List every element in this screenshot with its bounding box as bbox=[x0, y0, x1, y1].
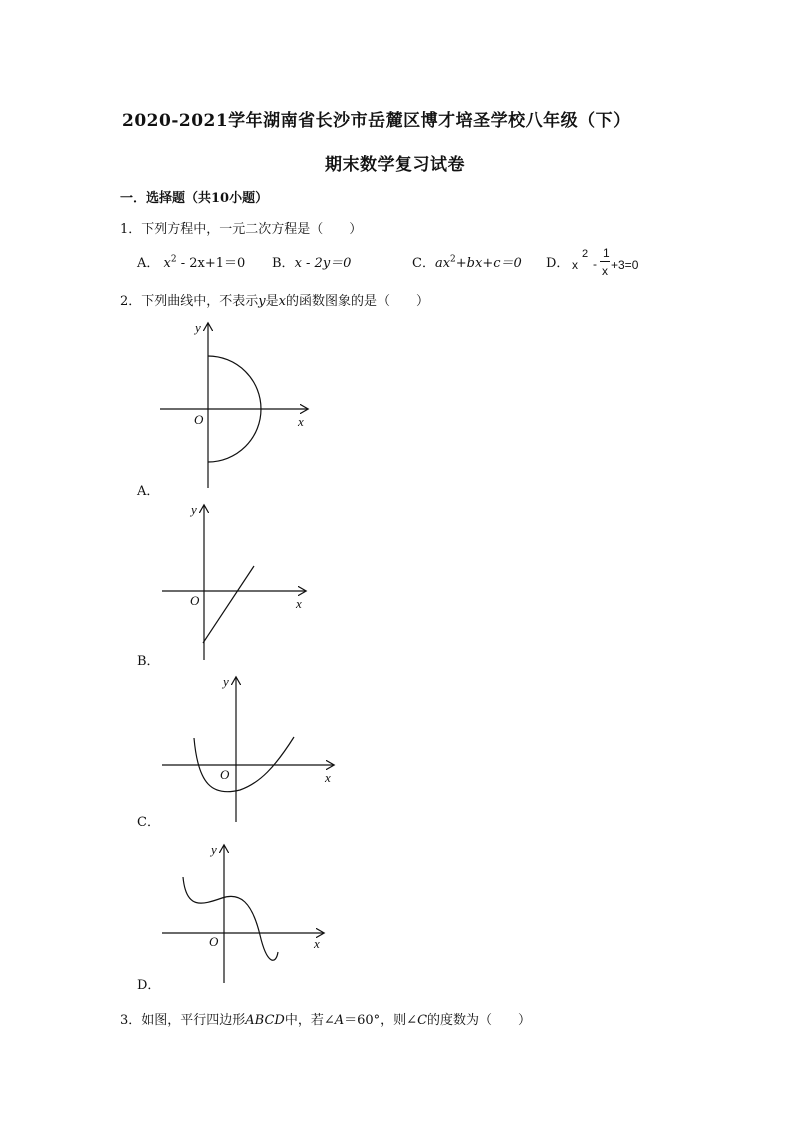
q1-option-a-sup: 2 bbox=[170, 254, 177, 265]
q2-var-y: y bbox=[258, 294, 266, 309]
graph-a-option-label: A． bbox=[137, 484, 160, 499]
q2-stem-mid: 是 bbox=[265, 294, 279, 309]
graph-c-y-label: y bbox=[223, 674, 229, 689]
q1-option-c-sup: 2 bbox=[450, 254, 456, 265]
graph-c bbox=[150, 672, 340, 827]
q2-var-x: x bbox=[278, 294, 286, 309]
graph-d-curve bbox=[183, 877, 278, 960]
graph-a bbox=[150, 318, 320, 493]
q1-option-a bbox=[137, 252, 245, 271]
q1-option-b-label: B． bbox=[272, 256, 295, 271]
exam-title-line1: 2020-2021学年湖南省长沙市岳麓区博才培圣学校八年级（下） bbox=[122, 111, 631, 131]
graph-b-x-label: x bbox=[296, 596, 302, 611]
q1-option-d-denominator: x bbox=[602, 264, 608, 278]
graph-b bbox=[150, 500, 320, 665]
q1-option-d-expr bbox=[571, 246, 661, 280]
q1-option-d-minus: - bbox=[593, 257, 597, 271]
q1-option-a-base: x bbox=[163, 256, 171, 271]
q1-option-d-tail: +3=0 bbox=[611, 258, 639, 272]
q3-stem-post: 的度数为（ ） bbox=[427, 1013, 532, 1028]
graph-a-origin-label: O bbox=[194, 412, 204, 427]
q1-option-a-rest: - 2x+1＝0 bbox=[176, 256, 246, 271]
q3-stem-mid2: ＝60°，则∠ bbox=[344, 1013, 418, 1028]
section-heading: 一．选择题（共10小题） bbox=[120, 191, 269, 206]
q3-stem-mid: 中，若∠ bbox=[284, 1013, 335, 1028]
q2-stem-post: 的函数图象的是（ ） bbox=[286, 294, 430, 309]
q3-shape: ABCD bbox=[245, 1013, 285, 1028]
question-2-stem bbox=[120, 290, 429, 309]
q3-angle-c: C bbox=[417, 1013, 428, 1028]
graph-d-option-label: D． bbox=[137, 978, 161, 993]
q1-option-b bbox=[272, 252, 351, 271]
q3-angle-a: A bbox=[334, 1013, 345, 1028]
q1-option-d-x: x bbox=[572, 258, 578, 272]
q1-option-c bbox=[412, 252, 522, 271]
q1-option-c-rest: +bx+c＝0 bbox=[455, 256, 522, 271]
q1-option-c-label: C． bbox=[412, 256, 435, 271]
q1-option-d-sup: 2 bbox=[582, 248, 589, 260]
q3-stem-pre: 3．如图，平行四边形 bbox=[120, 1013, 246, 1028]
graph-b-origin-label: O bbox=[190, 593, 200, 608]
q1-option-b-expr: x - 2y＝0 bbox=[294, 256, 352, 271]
graph-b-line bbox=[203, 566, 254, 643]
graph-c-x-label: x bbox=[325, 770, 331, 785]
graph-a-x-label: x bbox=[298, 414, 304, 429]
graph-c-curve bbox=[194, 737, 294, 792]
graph-b-y-label: y bbox=[191, 502, 197, 517]
graph-d-origin-label: O bbox=[209, 934, 219, 949]
q1-option-a-label: A． bbox=[137, 256, 160, 271]
graph-a-y-label: y bbox=[195, 320, 201, 335]
q2-stem-pre: 2．下列曲线中，不表示 bbox=[120, 294, 259, 309]
graph-b-option-label: B． bbox=[137, 654, 160, 669]
question-3-stem bbox=[120, 1009, 531, 1028]
question-1-stem: 1．下列方程中，一元二次方程是（ ） bbox=[120, 222, 363, 237]
graph-c-option-label: C． bbox=[137, 815, 160, 830]
graph-d-y-label: y bbox=[211, 842, 217, 857]
q1-option-d-numerator: 1 bbox=[603, 246, 610, 260]
q1-option-d-fraction-bar bbox=[600, 261, 610, 262]
graph-c-origin-label: O bbox=[220, 767, 230, 782]
graph-d-x-label: x bbox=[314, 936, 320, 951]
q1-option-c-base: ax bbox=[434, 256, 451, 271]
graph-d bbox=[150, 840, 330, 988]
q1-option-d-label: D． bbox=[546, 256, 570, 271]
exam-title-line2: 期末数学复习试卷 bbox=[325, 155, 465, 175]
